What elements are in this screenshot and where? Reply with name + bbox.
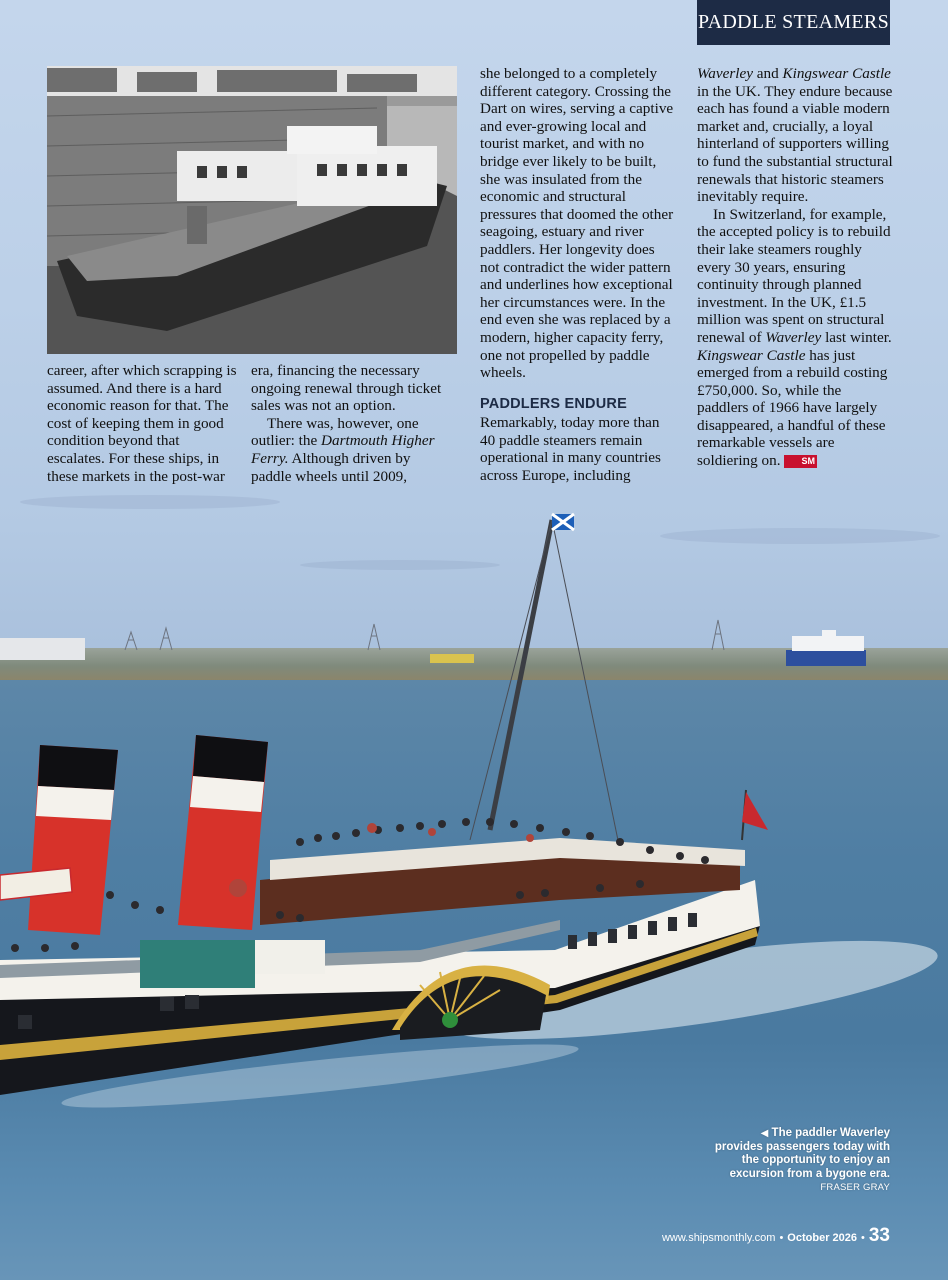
ship-name: Waverley — [765, 328, 822, 346]
subheading: PADDLERS ENDURE — [480, 395, 627, 412]
text-column-3 — [480, 65, 674, 485]
paragraph: she belonged to a completely different category. Crossing the Dart on wires, serving a captive and ever-growing local and tourist market, and with no bridge ever likely to be built, she was insulated from the economic and structural pressures that doomed the other seagoing, estuary and river paddlers. Her longevity does not contradict the wider pattern and underlines how exceptional her circumstances were. In the end even she was replaced by a modern, higher capacity ferry, one not propelled by paddle wheels. — [480, 65, 674, 382]
ferry-in-dock-photo — [47, 66, 457, 354]
ship-name: Kingswear Castle — [697, 346, 806, 364]
text-column-1 — [47, 362, 237, 485]
funnel — [28, 745, 118, 935]
text-column-4 — [697, 65, 893, 470]
ship-name: Dartmouth Higher Ferry. — [251, 432, 435, 467]
paragraph: There was, however, one outlier: the Dartmouth Higher Ferry. Although driven by paddle wheels until 2009, — [251, 414, 435, 485]
section-tag: PADDLE STEAMERS — [697, 0, 890, 45]
photo-credit: FRASER GRAY — [820, 1182, 890, 1194]
paragraph: Waverley and Kingswear Castle in the UK. They endure because each has found a viable modern market and, crucially, a loyal hinterland of supporters willing to fund the substantial structural renewals that historic steamers inevitably require. — [697, 65, 893, 206]
issue-date: October 2026 — [787, 1232, 857, 1244]
distant-ferry — [786, 630, 866, 666]
inset-photo — [47, 66, 457, 354]
ship-name: Kingswear Castle — [782, 65, 891, 82]
caption-arrow-icon: ◀ — [760, 1128, 769, 1139]
paragraph: era, financing the necessary ongoing renewal through ticket sales was not an option. — [251, 362, 442, 415]
distant-industry — [125, 620, 724, 650]
ship-name: Waverley — [697, 65, 753, 82]
funnel — [178, 735, 268, 930]
caption-text: The paddler Waverley provides passengers today with the opportunity to enjoy an excursion from a bygone era. — [714, 1127, 890, 1180]
separator: • — [861, 1232, 865, 1244]
page-footer — [662, 1225, 890, 1247]
saltire-flag — [552, 514, 574, 530]
photo-caption — [710, 1127, 890, 1195]
website-url: www.shipsmonthly.com — [661, 1232, 776, 1244]
paragraph: career, after which scrapping is assumed. And there is a hard economic reason for that. The cost of keeping them in good condition beyond that escalates. For these ships, in these markets in the post-war — [47, 362, 237, 485]
separator: • — [779, 1232, 784, 1244]
paragraph: Remarkably, today more than 40 paddle steamers remain operational in many countries across Europe, including — [480, 414, 661, 485]
page-number: 33 — [868, 1225, 890, 1246]
text-column-2 — [251, 362, 446, 485]
end-of-article-mark: SM — [784, 455, 818, 468]
paragraph: In Switzerland, for example, the accepted policy is to rebuild their lake steamers roughly every 30 years, ensuring continuity through planned investment. In the UK, £1.5 million was spent on structural renewal of Waverley last winter. Kingswear Castle has just emerged from a rebuild costing £750,000. So, while the paddlers of 1966 have largely disappeared, a handful of these remarkable vessels are soldiering on. SM — [697, 205, 892, 470]
